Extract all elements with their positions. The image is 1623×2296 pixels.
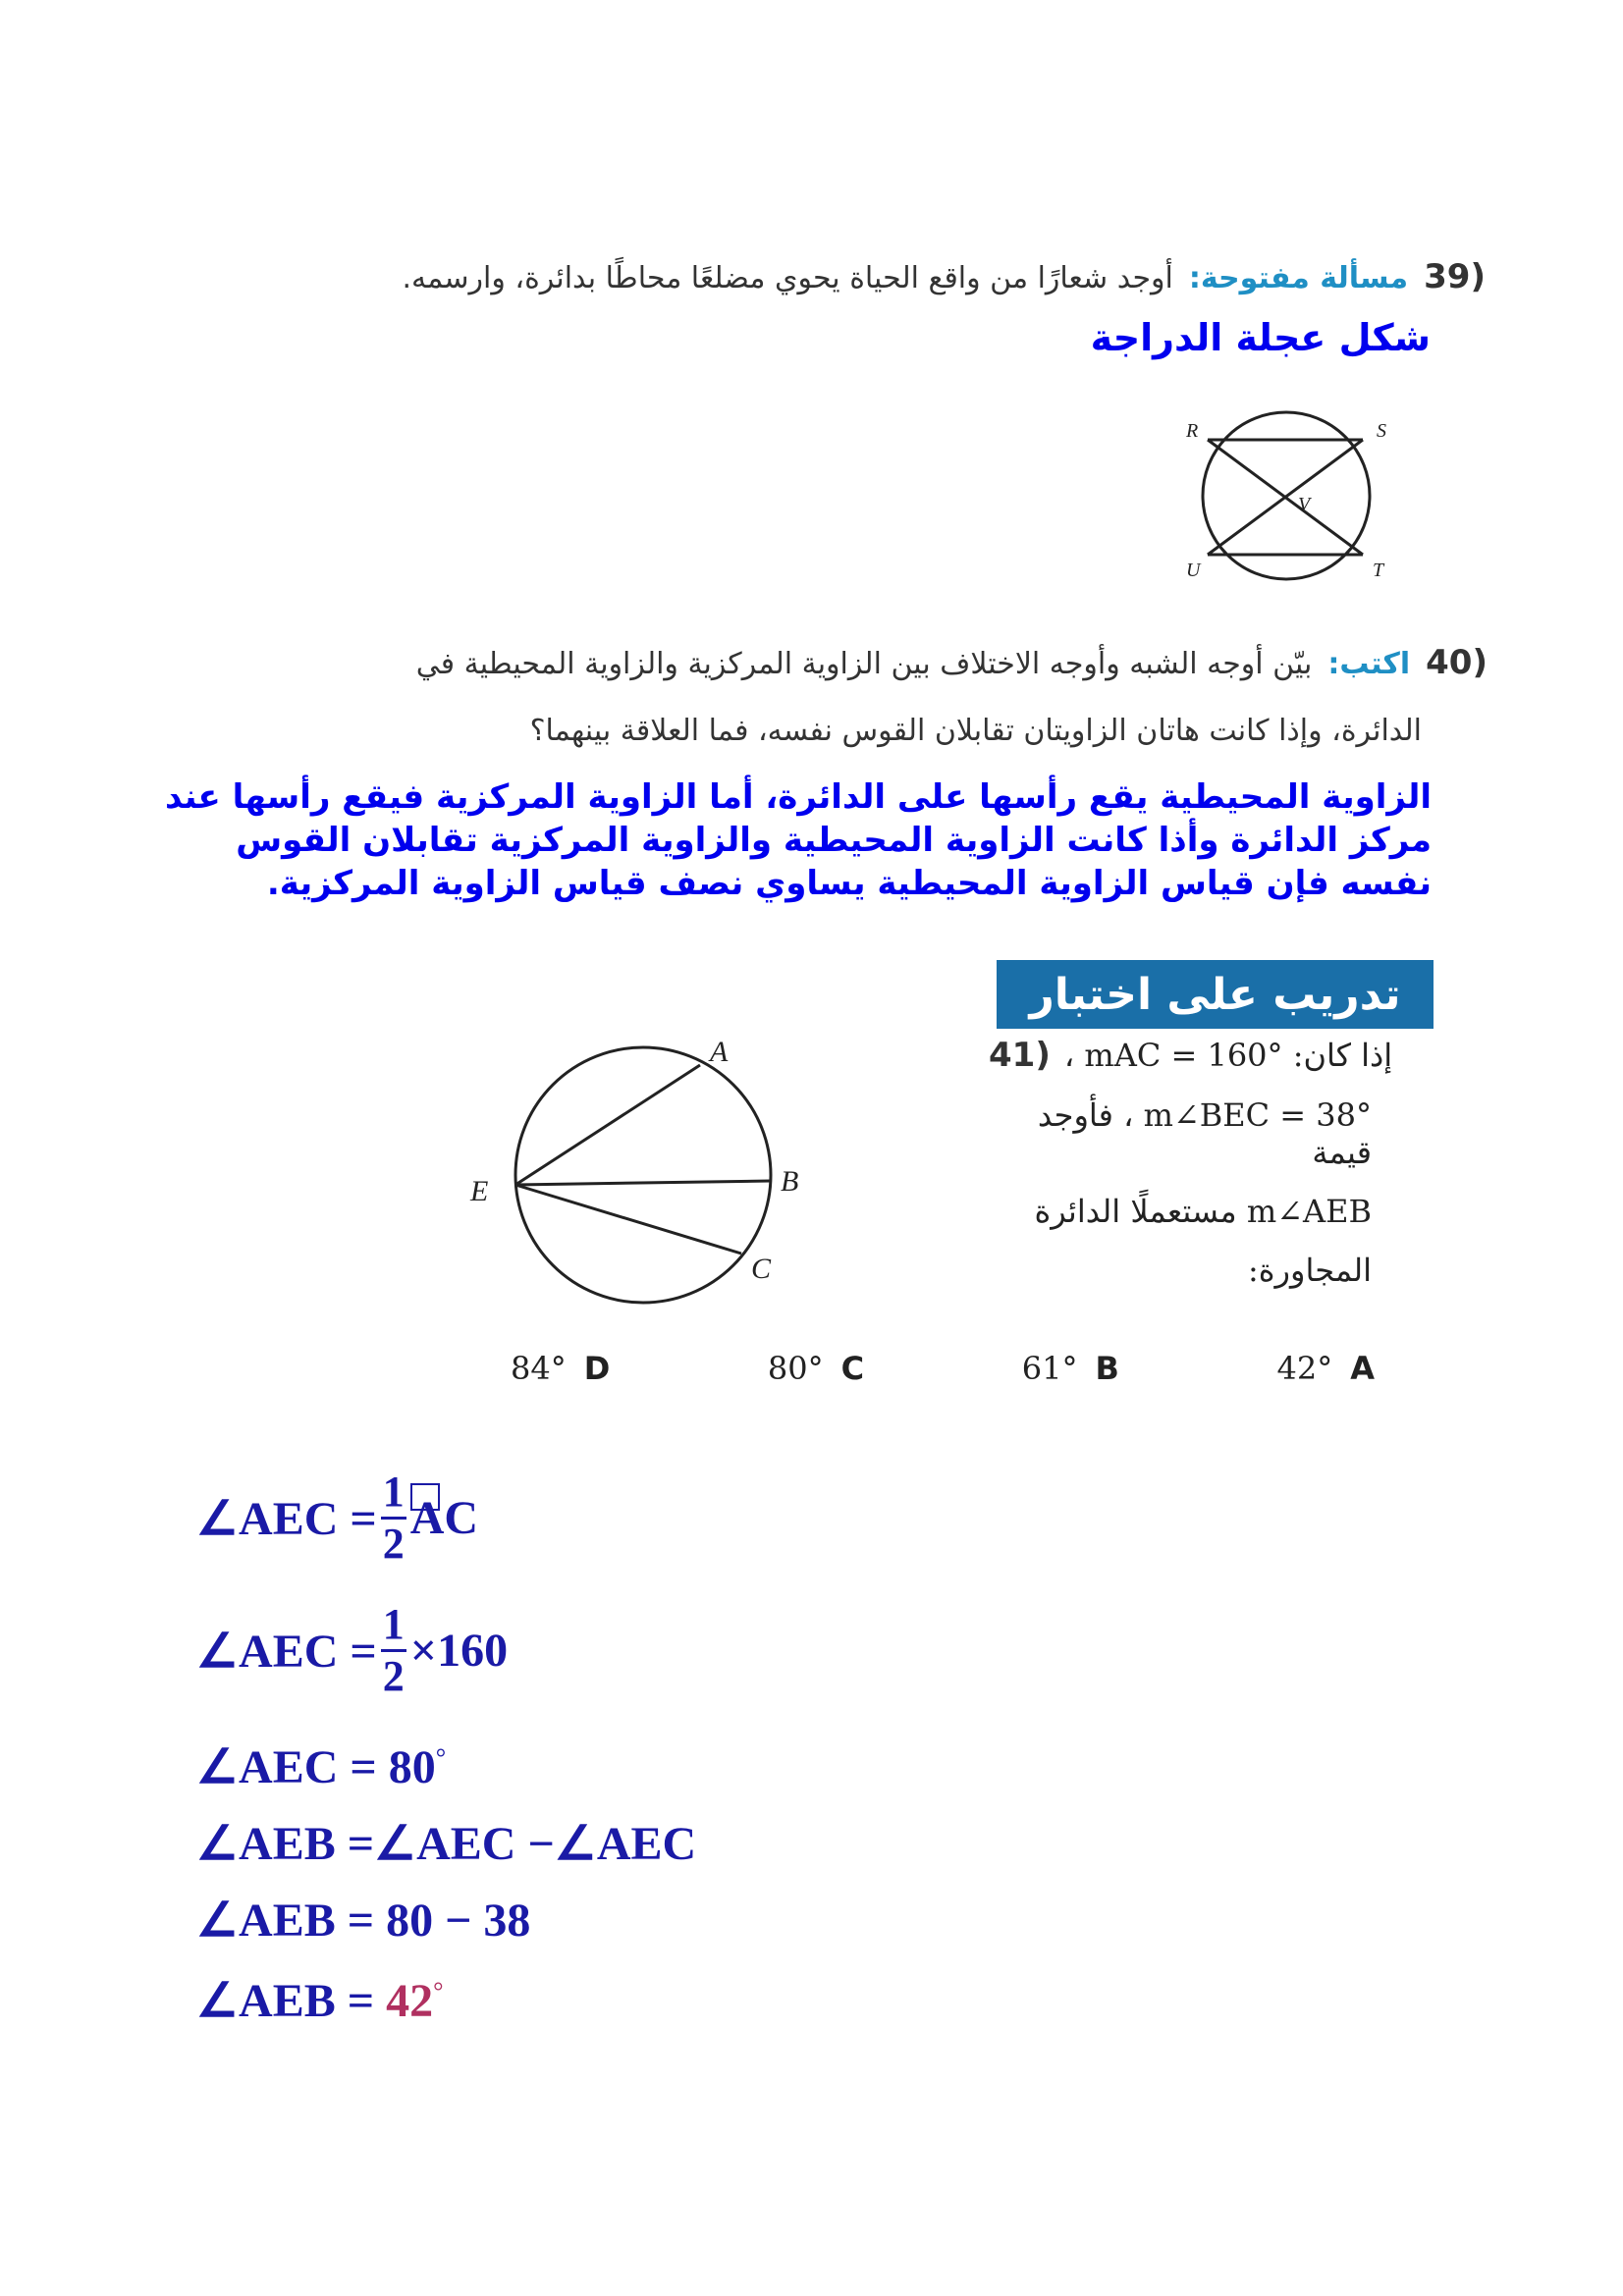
q40-answer-line-2: مركز الدائرة وأذا كانت الزاوية المحيطية والزاوية المركزية تقابلان القوس bbox=[236, 821, 1432, 860]
arc-icon bbox=[410, 1483, 440, 1511]
q41-options bbox=[511, 1350, 1375, 1387]
q40-number: 40) bbox=[1426, 643, 1488, 682]
q39-label-v: V bbox=[1298, 494, 1311, 515]
q41-label-e: E bbox=[470, 1175, 489, 1207]
fraction-denominator: 2 bbox=[382, 1520, 405, 1568]
q40-line1: بيّن أوجه الشبه وأوجه الاختلاف بين الزاوية المركزية والزاوية المحيطية في bbox=[415, 647, 1313, 681]
q41-chord-ea bbox=[515, 1065, 700, 1185]
q41-given-3: m∠AEB مستعملًا الدائرة bbox=[1034, 1193, 1372, 1230]
solution-line-2 bbox=[196, 1600, 508, 1701]
solution-line-1-right: AC bbox=[409, 1492, 479, 1544]
q41-circle bbox=[515, 1047, 771, 1303]
option-d-value: 84° bbox=[511, 1350, 567, 1387]
q39-label-t: T bbox=[1373, 560, 1384, 581]
q41-label-a: A bbox=[710, 1036, 729, 1068]
solution-line-2-right: ×160 bbox=[409, 1625, 509, 1677]
q39-header bbox=[402, 257, 1486, 296]
arc-ac bbox=[410, 1491, 478, 1545]
q39-number: 39) bbox=[1424, 257, 1486, 296]
q41-number: 41) bbox=[989, 1036, 1051, 1075]
q40-line2: الدائرة، وإذا كانت هاتان الزاويتان تقابلان القوس نفسه، فما العلاقة بينهما؟ bbox=[529, 714, 1422, 748]
q40-answer-line-3: نفسه فإن قياس الزاوية المحيطية يساوي نصف قياس الزاوية المركزية. bbox=[266, 864, 1432, 903]
solution-line-1 bbox=[196, 1468, 478, 1569]
option-c-value: 80° bbox=[767, 1350, 824, 1387]
option-c[interactable] bbox=[768, 1350, 864, 1387]
q39-label-r: R bbox=[1186, 420, 1199, 442]
q39-figure bbox=[1168, 398, 1404, 594]
fraction-numerator: 1 bbox=[382, 1468, 405, 1516]
q41-given-4: المجاورة: bbox=[1248, 1252, 1372, 1289]
q40-label: اكتب: bbox=[1327, 647, 1411, 681]
q41-chord-ec bbox=[515, 1185, 741, 1254]
solution-line-2-left: ∠AEC = bbox=[196, 1625, 377, 1678]
q41-chord-eb bbox=[515, 1181, 771, 1185]
q41-figure bbox=[457, 1026, 810, 1310]
solution-line-3-text: ∠AEC = 80 bbox=[196, 1741, 436, 1793]
option-b-value: 61° bbox=[1021, 1350, 1078, 1387]
solution-line-1-left: ∠AEC = bbox=[196, 1492, 377, 1545]
solution-result: 42 bbox=[386, 1975, 434, 2027]
option-b[interactable] bbox=[1022, 1350, 1119, 1387]
q41-label-c: C bbox=[751, 1253, 772, 1285]
solution-line-6 bbox=[196, 1973, 443, 2028]
degree-icon: ° bbox=[433, 1977, 444, 2005]
solution-line-3 bbox=[196, 1739, 446, 1794]
test-practice-banner: تدريب على اختبار bbox=[997, 960, 1434, 1029]
q40-answer-line-1: الزاوية المحيطية يقع رأسها على الدائرة، أما الزاوية المركزية فيقع رأسها عند bbox=[165, 777, 1432, 817]
fraction-numerator: 1 bbox=[382, 1600, 405, 1648]
solution-line-2-fraction bbox=[381, 1600, 406, 1701]
q40-answer bbox=[165, 775, 1432, 905]
option-a[interactable] bbox=[1277, 1350, 1375, 1387]
q39-label-s: S bbox=[1377, 420, 1386, 442]
q39-label: مسألة مفتوحة: bbox=[1188, 261, 1409, 295]
q41-given-1: إذا كان: °mAC = 160 ، bbox=[1063, 1037, 1393, 1074]
degree-icon: ° bbox=[435, 1743, 447, 1772]
q39-label-u: U bbox=[1186, 560, 1201, 581]
option-a-letter: A bbox=[1350, 1350, 1375, 1387]
solution-line-4: ∠AEB =∠AEC −∠AEC bbox=[196, 1818, 697, 1870]
q39-answer: شكل عجلة الدراجة bbox=[1090, 316, 1431, 359]
option-b-letter: B bbox=[1095, 1350, 1119, 1387]
q41-given bbox=[989, 1036, 1431, 1289]
option-d[interactable] bbox=[511, 1350, 610, 1387]
solution-line-5: ∠AEB = 80 − 38 bbox=[196, 1895, 531, 1947]
q41-label-b: B bbox=[781, 1165, 799, 1198]
q41-given-2: °m∠BEC = 38 ، فأوجد قيمة bbox=[1037, 1096, 1372, 1171]
option-c-letter: C bbox=[840, 1350, 865, 1387]
solution-line-6-left: ∠AEB = bbox=[196, 1975, 375, 2027]
q39-text: أوجد شعارًا من واقع الحياة يحوي مضلعًا محاطًا بدائرة، وارسمه. bbox=[402, 261, 1173, 295]
q40-header bbox=[416, 643, 1488, 682]
solution-line-1-fraction bbox=[381, 1468, 406, 1569]
option-a-value: 42° bbox=[1276, 1350, 1333, 1387]
fraction-denominator: 2 bbox=[382, 1652, 405, 1700]
option-d-letter: D bbox=[583, 1350, 611, 1387]
